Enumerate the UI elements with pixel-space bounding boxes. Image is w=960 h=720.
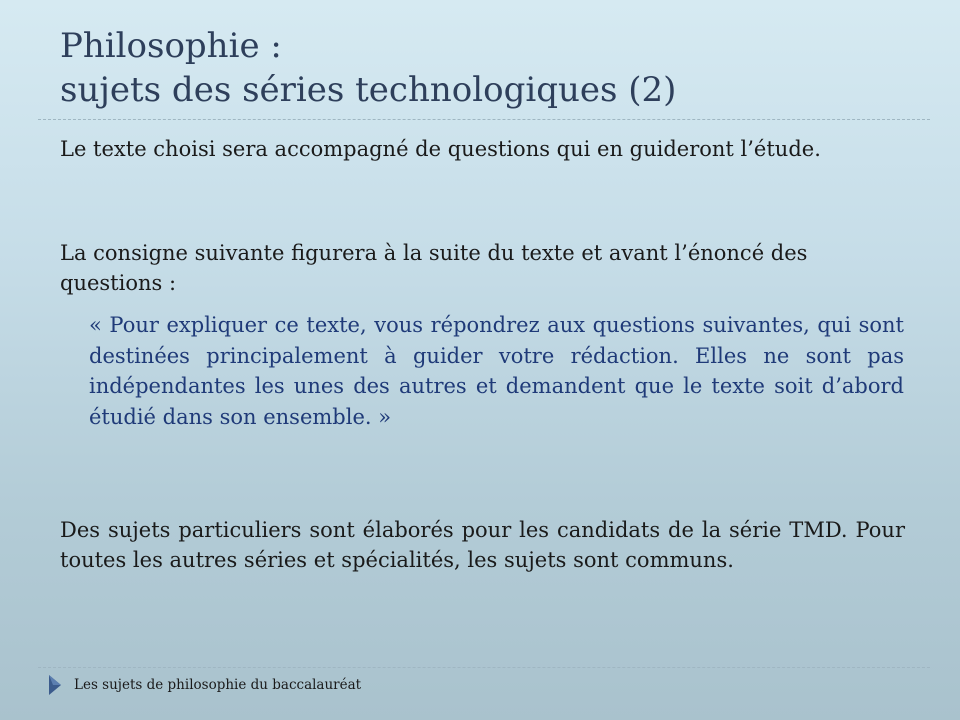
slide-title [60,24,920,112]
chevron-right-icon [48,674,62,696]
footer [48,673,361,697]
title-divider [38,119,930,120]
paragraph-text-choice: Le texte choisi sera accompagné de questions qui en guideront l’étude. [60,137,821,161]
paragraph-instruction-intro: La consigne suivante figurera à la suite du texte et avant l’énoncé des questions : [60,241,808,295]
slide-title-line-2: sujets des séries technologiques (2) [60,70,677,110]
footer-text: Les sujets de philosophie du baccalauréat [74,677,362,693]
footer-divider [38,667,930,668]
paragraph-specific-subjects: Des sujets particuliers sont élaborés pour les candidats de la série TMD. Pour toutes les autres séries et spécialités, les sujets sont communs. [60,518,905,572]
instruction-quote: « Pour expliquer ce texte, vous répondrez aux questions suivantes, qui sont destinées principalement à guider votre rédaction. Elles ne sont pas indépendantes les unes des autres et demandent que le texte soit d’abord étudié dans son ensemble. » [89,313,904,429]
slide-title-line-1: Philosophie : [60,26,282,66]
